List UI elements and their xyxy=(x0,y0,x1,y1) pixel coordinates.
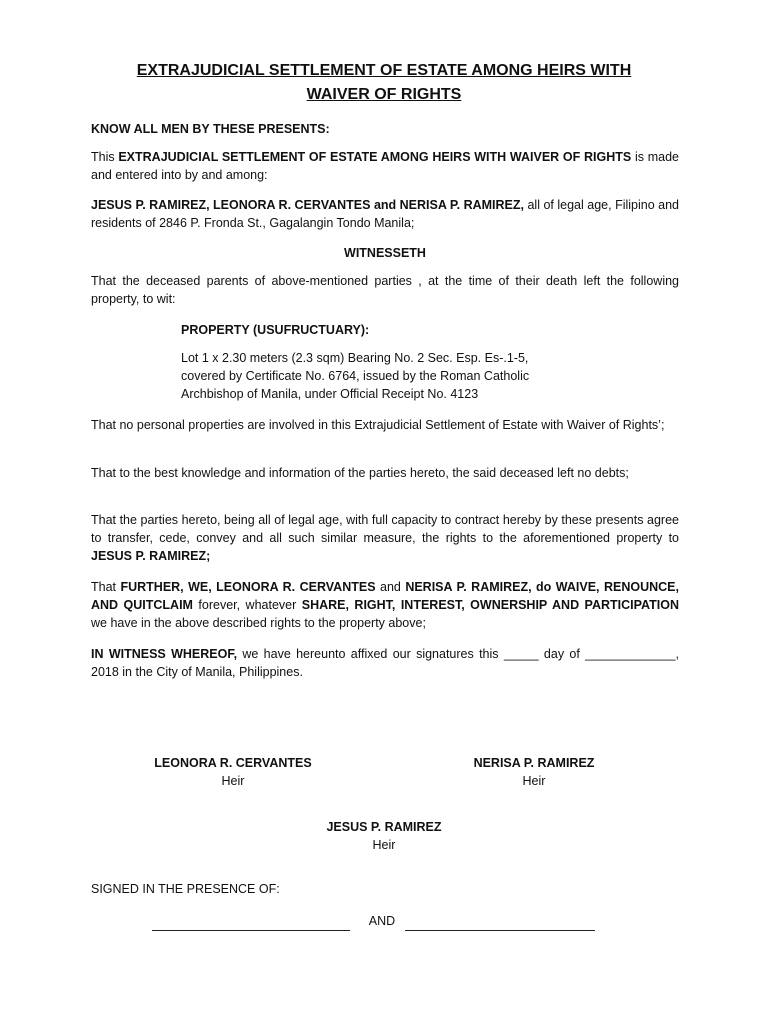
signature-block-cervantes xyxy=(113,754,353,790)
waiver-bold-1: FURTHER, WE, LEONORA R. CERVANTES xyxy=(120,580,376,594)
parties-paragraph xyxy=(91,196,679,232)
witnesseth-heading: WITNESSETH xyxy=(344,246,426,260)
signatory-role: Heir xyxy=(522,774,546,788)
and-label: AND xyxy=(368,914,396,928)
transfer-paragraph xyxy=(91,511,679,565)
deceased-paragraph: That the deceased parents of above-mentioned parties , at the time of their death left the following property, to wit: xyxy=(91,274,679,306)
transfer-beneficiary: JESUS P. RAMIREZ; xyxy=(91,549,211,563)
signed-presence-label: SIGNED IN THE PRESENCE OF: xyxy=(91,882,280,896)
waiver-paragraph xyxy=(91,578,679,632)
debts-paragraph: That to the best knowledge and information of the parties hereto, the said deceased left no debts; xyxy=(91,466,629,480)
signatory-name: NERISA P. RAMIREZ xyxy=(473,756,595,770)
waiver-and: and xyxy=(375,580,406,594)
know-all-heading: KNOW ALL MEN BY THESE PRESENTS: xyxy=(91,122,330,136)
waiver-that: That xyxy=(91,580,121,594)
signature-block-jesus xyxy=(264,818,504,854)
intro-suffix: is made and entered into by and among: xyxy=(91,150,679,182)
transfer-text: That the parties hereto, being all of legal age, with full capacity to contract hereby by these presents agree to transfer, cede, convey and all such similar measure, the rights to the aforementioned property to xyxy=(91,513,679,545)
property-line-1: Lot 1 x 2.30 meters (2.3 sqm) Bearing No. 2 Sec. Esp. Es-.1-5, xyxy=(181,351,529,365)
property-line-2: covered by Certificate No. 6764, issued by the Roman Catholic xyxy=(181,369,530,383)
signature-block-nerisa xyxy=(414,754,654,790)
waiver-bold-2: NERISA P. RAMIREZ, do WAIVE, RENOUNCE, AND QUITCLAIM xyxy=(91,580,679,612)
waiver-bold-3: SHARE, RIGHT, INTEREST, OWNERSHIP AND PARTICIPATION xyxy=(301,598,679,612)
witness-paragraph xyxy=(91,645,679,681)
intro-bold: EXTRAJUDICIAL SETTLEMENT OF ESTATE AMONG HEIRS WITH WAIVER OF RIGHTS xyxy=(118,150,632,164)
personal-properties-paragraph: That no personal properties are involved in this Extrajudicial Settlement of Estate with Waiver of Rights’; xyxy=(91,418,665,432)
waiver-mid: forever, whatever xyxy=(192,598,302,612)
property-heading: PROPERTY (USUFRUCTUARY): xyxy=(181,323,370,337)
document-title-line2: WAIVER OF RIGHTS xyxy=(306,86,462,103)
parties-rest: all of legal age, Filipino and residents of 2846 P. Fronda St., Gagalangin Tondo Manila; xyxy=(91,198,679,230)
property-line-3: Archbishop of Manila, under Official Receipt No. 4123 xyxy=(181,387,479,401)
witness-whereof: IN WITNESS WHEREOF, xyxy=(91,647,238,661)
witness-signature-line-1 xyxy=(152,930,350,931)
intro-prefix: This xyxy=(91,150,119,164)
witness-signature-line-2 xyxy=(405,930,595,931)
intro-paragraph xyxy=(91,148,679,184)
waiver-end: we have in the above described rights to the property above; xyxy=(91,616,426,630)
parties-names: JESUS P. RAMIREZ, LEONORA R. CERVANTES and NERISA P. RAMIREZ, xyxy=(91,198,524,212)
signatory-role: Heir xyxy=(372,838,396,852)
signatory-role: Heir xyxy=(221,774,245,788)
signatory-name: JESUS P. RAMIREZ xyxy=(326,820,442,834)
witness-rest: we have hereunto affixed our signatures this _____ day of _____________, 2018 in the City of Manila, Philippines. xyxy=(91,647,679,679)
signatory-name: LEONORA R. CERVANTES xyxy=(154,756,312,770)
document-title-line1: EXTRAJUDICIAL SETTLEMENT OF ESTATE AMONG HEIRS WITH xyxy=(136,62,632,79)
